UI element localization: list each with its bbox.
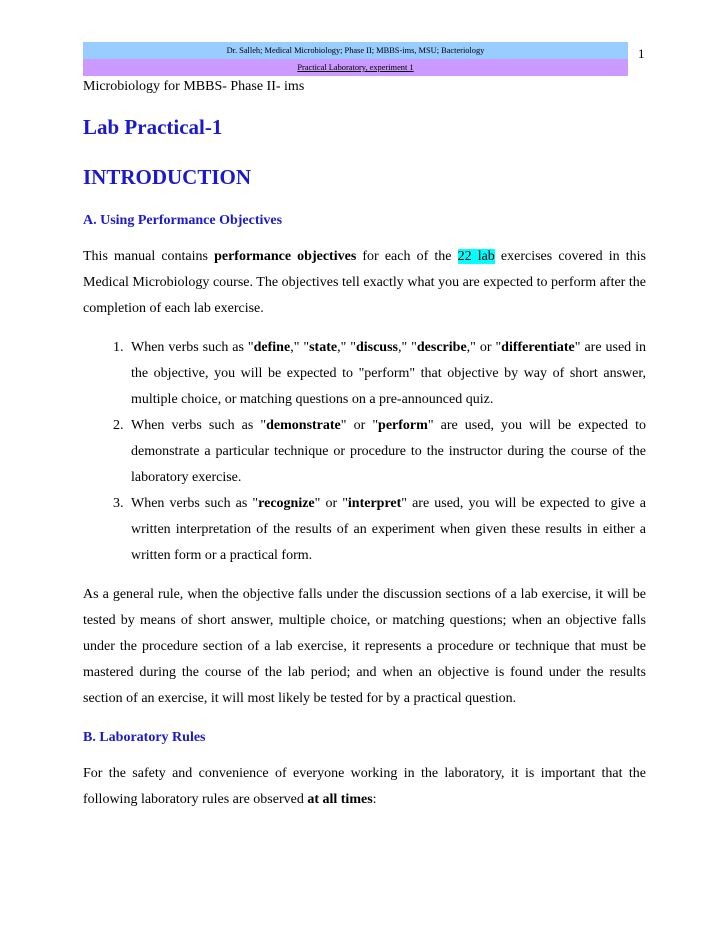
highlighted-text: 22 lab (457, 249, 495, 264)
list-item (127, 413, 646, 491)
section-b-heading: B. Laboratory Rules (83, 730, 206, 745)
section-a-heading: A. Using Performance Objectives (83, 213, 283, 228)
text-run: For the safety and convenience of everyone working in the laboratory, it is important that the following laboratory rules are observed (83, 766, 646, 807)
text-run: " or " (314, 496, 348, 511)
document-body (83, 77, 646, 813)
text-run: " are used in the objective, you will be expected to "perform" that objective by way of short answer, multiple choice, or matching questions on a pre-announced quiz. (131, 340, 647, 407)
text-run: When verbs such as " (131, 496, 259, 511)
lab-title: Lab Practical-1 (83, 115, 223, 139)
bold-run: performance objectives (214, 249, 357, 264)
general-rule-paragraph: As a general rule, when the objective falls under the discussion sections of a lab exercise, it will be tested by means of short answer, multiple choice, or matching questions; when an objective falls under the procedure section of a lab exercise, it represents a procedure or technique that must be mastered during the course of the lab period; and when an objective is found under the results section of an exercise, it will most likely be tested for by a practical question. (83, 587, 646, 706)
text-run: for each of the (356, 249, 458, 264)
header-line-2: Practical Laboratory, experiment 1 (297, 63, 414, 72)
bold-run: describe (416, 340, 467, 355)
text-run: When verbs such as " (131, 340, 254, 355)
text-run: ," " (290, 340, 310, 355)
objectives-list (83, 335, 646, 569)
text-run: ," or " (466, 340, 502, 355)
header-bar-bottom (83, 59, 628, 76)
list-item (127, 335, 646, 413)
list-item (127, 491, 646, 569)
course-line: Microbiology for MBBS- Phase II- ims (83, 79, 305, 94)
intro-heading: INTRODUCTION (83, 165, 252, 189)
header-line-1: Dr. Salleh; Medical Microbiology; Phase II; MBBS-ims, MSU; Bacteriology (226, 46, 485, 55)
bold-run: differentiate (501, 340, 575, 355)
text-run: " or " (340, 418, 379, 433)
text-run: " are used, you will be expected to give a written interpretation of the results of an experiment when given these results in either a written form or a practical form. (131, 496, 646, 563)
text-run: ," " (337, 340, 356, 355)
bold-run: interpret (347, 496, 402, 511)
text-run: exercises covered in this Medical Microbiology course. The objectives tell exactly what you are expected to perform after the completion of each lab exercise. (83, 249, 646, 316)
text-run: ," " (398, 340, 417, 355)
text-run: : (372, 792, 377, 807)
section-a-paragraph (83, 244, 646, 322)
page-number: 1 (638, 46, 645, 61)
bold-run: at all times (307, 792, 373, 807)
bold-run: state (309, 340, 338, 355)
bold-run: demonstrate (266, 418, 341, 433)
bold-run: recognize (258, 496, 315, 511)
bold-run: discuss (355, 340, 398, 355)
text-run: When verbs such as " (131, 418, 267, 433)
bold-run: perform (378, 418, 428, 433)
text-run: " are used, you will be expected to demonstrate a particular technique or procedure to the instructor during the course of the laboratory exercise. (131, 418, 646, 485)
header-bar-top (83, 42, 628, 59)
text-run: This manual contains (83, 249, 215, 264)
bold-run: define (253, 340, 291, 355)
section-b-paragraph (83, 761, 646, 813)
